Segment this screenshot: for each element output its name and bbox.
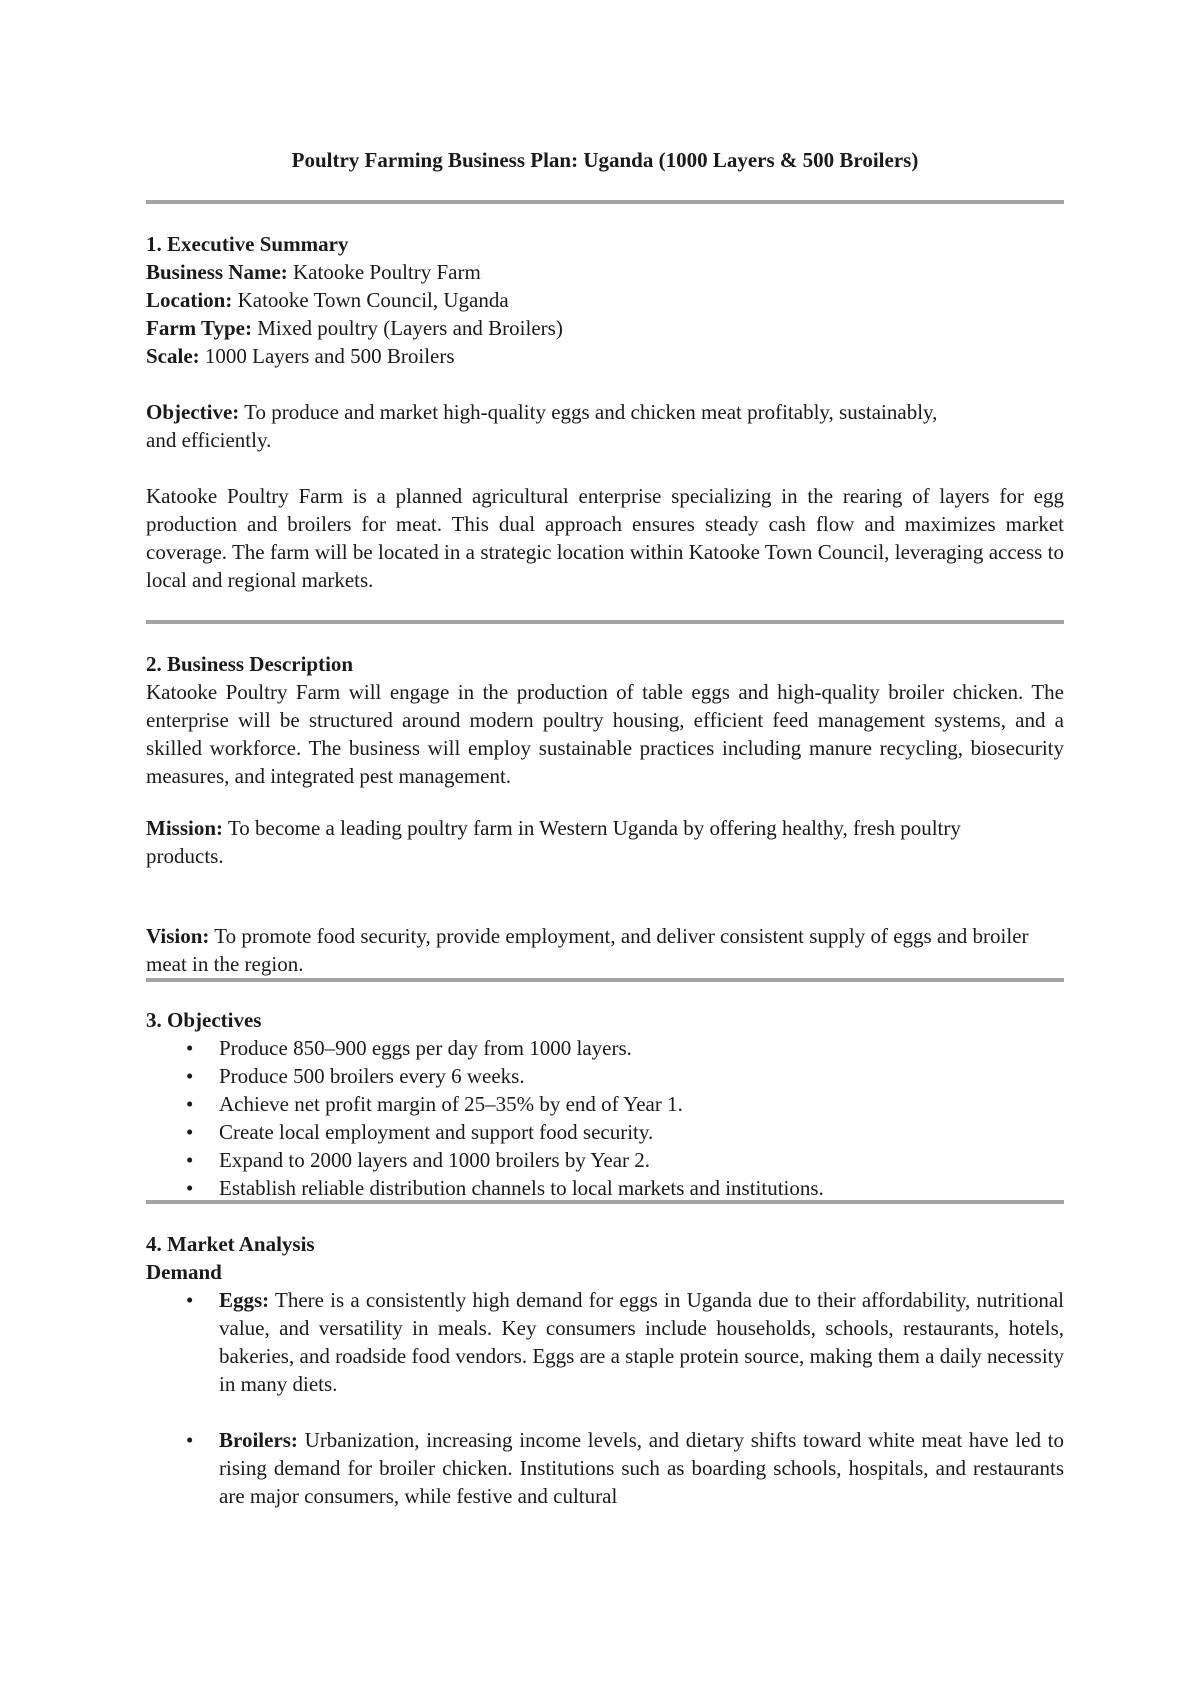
demand-list [146,1426,1064,1510]
list-item: • Achieve net profit margin of 25–35% by end of Year 1. [146,1090,1064,1118]
executive-summary-section [146,230,1064,370]
section-divider [146,620,1064,624]
business-description-heading: 2. Business Description [146,652,354,676]
section-divider [146,200,1064,204]
section-heading: 3. Objectives [146,1008,262,1032]
section-divider [146,978,1064,982]
list-item-eggs: • Eggs: There is a consistently high demand for eggs in Uganda due to their affordability, nutritional value, and versatility in meals. Key consumers include households, schools, restaurants, hotels, bakeries, and roadside food vendors. Eggs are a staple protein source, making them a daily necessity in many diets. [146,1286,1064,1398]
objective-paragraph: Objective: To produce and market high-quality eggs and chicken meat profitably, sustainably, and efficiently. [146,400,938,452]
list-item: • Establish reliable distribution channels to local markets and institutions. [146,1174,1064,1202]
farm-type-line: Farm Type: Mixed poultry (Layers and Broilers) [146,316,563,340]
list-item: • Create local employment and support food security. [146,1118,1064,1146]
list-item-broilers: • Broilers: Urbanization, increasing income levels, and dietary shifts toward white meat have led to rising demand for broiler chicken. Institutions such as boarding schools, hospitals, and restaurants are major consumers, while festive and cultural [146,1426,1064,1510]
list-item: • Produce 850–900 eggs per day from 1000 layers. [146,1034,1064,1062]
document-title: Poultry Farming Business Plan: Uganda (1000 Layers & 500 Broilers) [291,148,919,172]
market-analysis-continued [146,1426,1064,1510]
section-heading: 1. Executive Summary [146,232,349,256]
subsection-heading: Demand [146,1260,222,1284]
summary-paragraph: Katooke Poultry Farm is a planned agricultural enterprise specializing in the rearing of layers for egg production and broilers for meat. This dual approach ensures steady cash flow and maximizes market coverage. The farm will be located in a strategic location within Katooke Town Council, leveraging access to local and regional markets. [146,484,1064,592]
mission-paragraph: Mission: To become a leading poultry farm in Western Uganda by offering healthy, fresh poultry products. [146,816,961,868]
objectives-section [146,1006,1064,1202]
demand-list [146,1286,1064,1398]
section-divider [146,1200,1064,1204]
list-item: • Produce 500 broilers every 6 weeks. [146,1062,1064,1090]
market-analysis-section [146,1230,1064,1398]
objectives-list [146,1034,1064,1202]
section-heading: 4. Market Analysis [146,1232,315,1256]
vision-paragraph: Vision: To promote food security, provide employment, and deliver consistent supply of eggs and broiler meat in the region. [146,924,1029,976]
list-item: • Expand to 2000 layers and 1000 broilers by Year 2. [146,1146,1064,1174]
business-description-paragraph: Katooke Poultry Farm will engage in the production of table eggs and high-quality broiler chicken. The enterprise will be structured around modern poultry housing, efficient feed management systems, and a skilled workforce. The business will employ sustainable practices including manure recycling, biosecurity measures, and integrated pest management. [146,680,1064,788]
scale-line: Scale: 1000 Layers and 500 Broilers [146,344,455,368]
location-line: Location: Katooke Town Council, Uganda [146,288,509,312]
business-name-line: Business Name: Katooke Poultry Farm [146,260,481,284]
